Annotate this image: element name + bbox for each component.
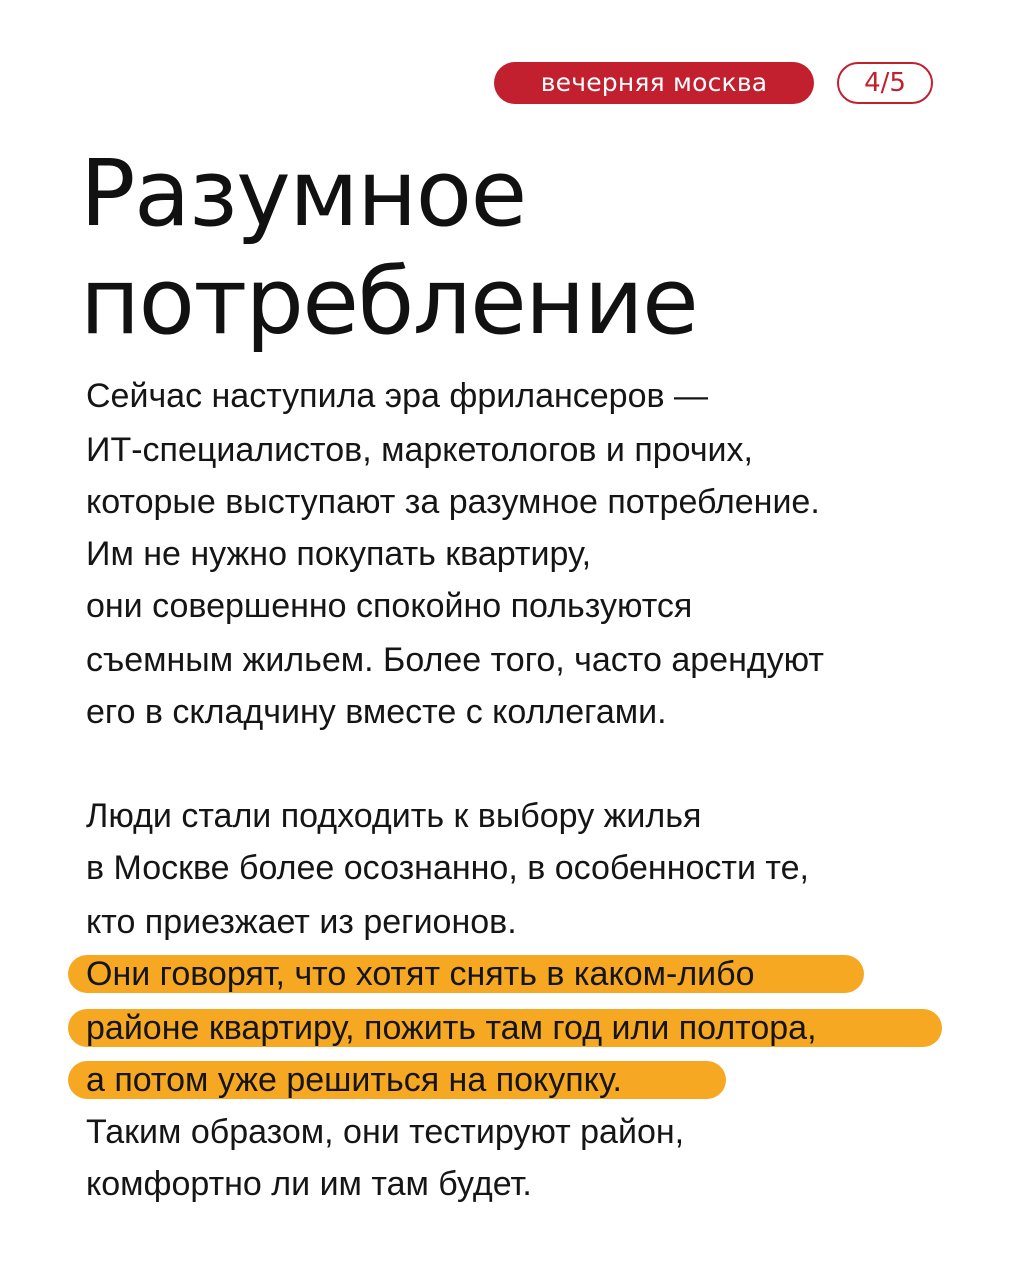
paragraph-2-line-2: в Москве более осознанно, в особенности те, bbox=[86, 849, 809, 887]
page-title bbox=[80, 140, 697, 356]
paragraph-1-line-1: Сейчас наступила эра фрилансеров — bbox=[86, 377, 709, 415]
brand-badge: вечерняя москва bbox=[494, 62, 814, 104]
paragraph-2-line-3: кто приезжает из регионов. bbox=[86, 903, 517, 941]
page-title-line-2: потребление bbox=[80, 248, 698, 355]
highlighted-line-1: Они говорят, что хотят снять в каком-либо bbox=[86, 955, 755, 993]
page-title-line-1: Разумное bbox=[80, 140, 526, 247]
page-counter: 4/5 bbox=[837, 62, 933, 104]
paragraph-1-line-7: его в складчину вместе с коллегами. bbox=[86, 693, 667, 731]
paragraph-1-line-6: съемным жильем. Более того, часто арендуют bbox=[86, 641, 825, 679]
paragraph-2-line-1: Люди стали подходить к выбору жилья bbox=[86, 797, 702, 835]
paragraph-1-line-5: они совершенно спокойно пользуются bbox=[86, 587, 693, 625]
paragraph-3-line-2: комфортно ли им там будет. bbox=[86, 1165, 532, 1203]
paragraph-1-line-3: которые выступают за разумное потребление. bbox=[86, 483, 820, 521]
paragraph-1-line-4: Им не нужно покупать квартиру, bbox=[86, 535, 592, 573]
highlighted-line-3: а потом уже решиться на покупку. bbox=[86, 1061, 622, 1099]
highlighted-line-2: районе квартиру, пожить там год или полтора, bbox=[86, 1009, 817, 1047]
paragraph-3-line-1: Таким образом, они тестируют район, bbox=[86, 1113, 685, 1151]
paragraph-1-line-2: ИТ-специалистов, маркетологов и прочих, bbox=[86, 431, 753, 469]
